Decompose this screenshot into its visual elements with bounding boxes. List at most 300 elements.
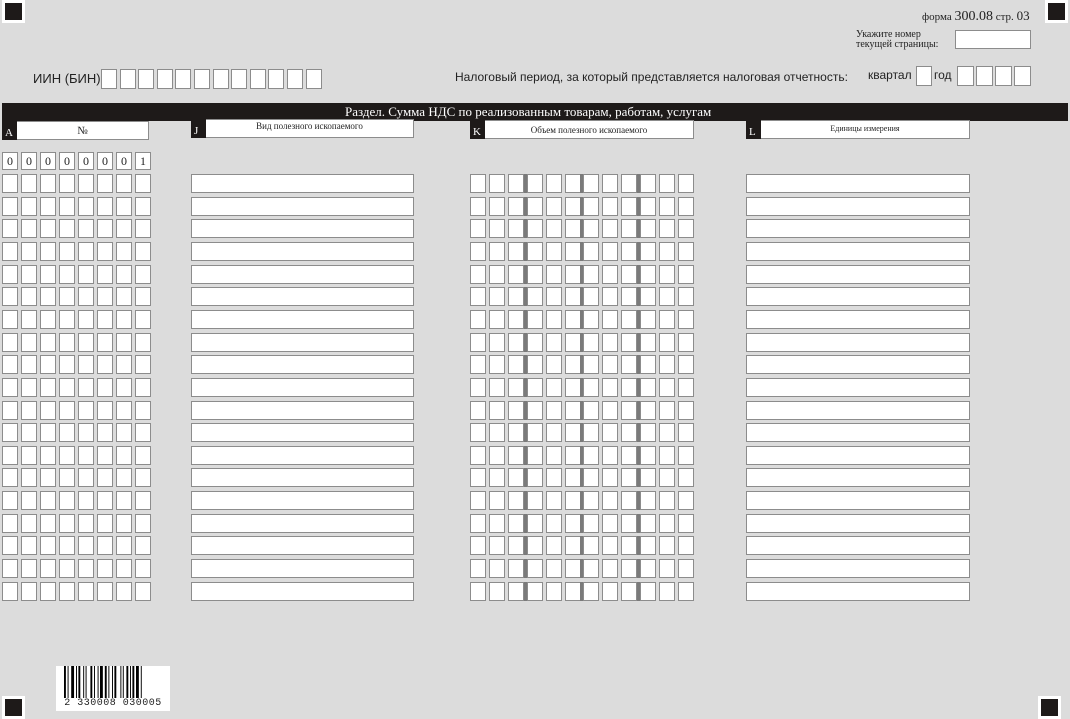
volume-cell[interactable] <box>640 333 656 352</box>
unit-input[interactable] <box>746 355 970 374</box>
number-cell[interactable] <box>40 559 56 578</box>
volume-cell[interactable] <box>659 401 675 420</box>
volume-cell[interactable] <box>583 468 599 487</box>
number-cell[interactable] <box>97 559 113 578</box>
iin-cell[interactable] <box>287 69 303 89</box>
volume-cell[interactable] <box>565 423 581 442</box>
number-cell[interactable] <box>135 333 151 352</box>
volume-cell[interactable] <box>678 582 694 601</box>
number-cell[interactable] <box>2 468 18 487</box>
volume-cell[interactable] <box>470 242 486 261</box>
volume-cell[interactable] <box>602 446 618 465</box>
volume-cell[interactable] <box>470 197 486 216</box>
number-cell[interactable] <box>59 333 75 352</box>
mineral-type-input[interactable] <box>191 559 414 578</box>
volume-cell[interactable] <box>621 468 637 487</box>
mineral-type-input[interactable] <box>191 491 414 510</box>
number-cell[interactable] <box>116 219 132 238</box>
volume-cell[interactable] <box>621 423 637 442</box>
number-cell[interactable] <box>21 355 37 374</box>
number-cell[interactable] <box>2 536 18 555</box>
volume-cell[interactable] <box>659 468 675 487</box>
number-cell[interactable] <box>78 446 94 465</box>
number-cell[interactable] <box>97 536 113 555</box>
mineral-type-input[interactable] <box>191 265 414 284</box>
number-cell[interactable] <box>78 333 94 352</box>
number-cell[interactable] <box>40 242 56 261</box>
number-cell[interactable] <box>135 582 151 601</box>
volume-cell[interactable] <box>546 491 562 510</box>
number-cell[interactable] <box>97 446 113 465</box>
unit-input[interactable] <box>746 242 970 261</box>
volume-cell[interactable] <box>602 378 618 397</box>
volume-cell[interactable] <box>470 219 486 238</box>
volume-cell[interactable] <box>546 265 562 284</box>
volume-cell[interactable] <box>678 401 694 420</box>
number-cell[interactable] <box>21 559 37 578</box>
volume-cell[interactable] <box>621 310 637 329</box>
volume-cell[interactable] <box>678 265 694 284</box>
number-cell[interactable] <box>116 582 132 601</box>
volume-cell[interactable] <box>546 559 562 578</box>
volume-cell[interactable] <box>621 514 637 533</box>
number-cell[interactable] <box>116 378 132 397</box>
number-cell[interactable] <box>135 174 151 193</box>
volume-cell[interactable] <box>602 491 618 510</box>
iin-cell[interactable] <box>120 69 136 89</box>
number-cell[interactable] <box>2 401 18 420</box>
volume-cell[interactable] <box>470 491 486 510</box>
volume-cell[interactable] <box>546 242 562 261</box>
number-cell[interactable] <box>40 333 56 352</box>
volume-cell[interactable] <box>678 468 694 487</box>
volume-cell[interactable] <box>659 219 675 238</box>
volume-cell[interactable] <box>602 468 618 487</box>
volume-cell[interactable] <box>678 446 694 465</box>
mineral-type-input[interactable] <box>191 197 414 216</box>
number-cell[interactable] <box>116 514 132 533</box>
volume-cell[interactable] <box>470 378 486 397</box>
number-cell[interactable] <box>21 378 37 397</box>
volume-cell[interactable] <box>546 174 562 193</box>
volume-cell[interactable] <box>508 559 524 578</box>
number-cell[interactable] <box>2 491 18 510</box>
volume-cell[interactable] <box>640 468 656 487</box>
volume-cell[interactable] <box>602 514 618 533</box>
number-cell[interactable] <box>78 219 94 238</box>
mineral-type-input[interactable] <box>191 401 414 420</box>
volume-cell[interactable] <box>527 514 543 533</box>
volume-cell[interactable] <box>583 378 599 397</box>
number-cell[interactable] <box>59 174 75 193</box>
number-cell[interactable] <box>40 174 56 193</box>
volume-cell[interactable] <box>508 287 524 306</box>
volume-cell[interactable] <box>583 559 599 578</box>
unit-input[interactable] <box>746 536 970 555</box>
volume-cell[interactable] <box>470 287 486 306</box>
volume-cell[interactable] <box>546 582 562 601</box>
number-cell[interactable] <box>97 197 113 216</box>
number-cell[interactable] <box>21 197 37 216</box>
number-cell[interactable] <box>59 468 75 487</box>
volume-cell[interactable] <box>621 174 637 193</box>
unit-input[interactable] <box>746 287 970 306</box>
volume-cell[interactable] <box>470 446 486 465</box>
volume-cell[interactable] <box>602 401 618 420</box>
number-cell[interactable] <box>40 265 56 284</box>
number-cell[interactable] <box>59 514 75 533</box>
volume-cell[interactable] <box>640 310 656 329</box>
volume-cell[interactable] <box>565 401 581 420</box>
number-cell[interactable] <box>78 378 94 397</box>
number-cell[interactable] <box>21 536 37 555</box>
number-cell[interactable] <box>97 265 113 284</box>
unit-input[interactable] <box>746 219 970 238</box>
number-cell[interactable] <box>2 197 18 216</box>
volume-cell[interactable] <box>659 446 675 465</box>
mineral-type-input[interactable] <box>191 378 414 397</box>
volume-cell[interactable] <box>470 401 486 420</box>
number-cell[interactable] <box>59 491 75 510</box>
volume-cell[interactable] <box>489 514 505 533</box>
number-cell[interactable] <box>97 219 113 238</box>
number-cell[interactable] <box>116 446 132 465</box>
number-cell[interactable] <box>21 582 37 601</box>
unit-input[interactable] <box>746 446 970 465</box>
volume-cell[interactable] <box>602 582 618 601</box>
volume-cell[interactable] <box>546 310 562 329</box>
unit-input[interactable] <box>746 310 970 329</box>
number-cell[interactable] <box>59 355 75 374</box>
number-cell[interactable] <box>40 468 56 487</box>
volume-cell[interactable] <box>489 174 505 193</box>
number-cell[interactable] <box>59 401 75 420</box>
mineral-type-input[interactable] <box>191 242 414 261</box>
volume-cell[interactable] <box>678 355 694 374</box>
volume-cell[interactable] <box>583 514 599 533</box>
volume-cell[interactable] <box>583 536 599 555</box>
volume-cell[interactable] <box>565 333 581 352</box>
volume-cell[interactable] <box>621 401 637 420</box>
volume-cell[interactable] <box>489 446 505 465</box>
volume-cell[interactable] <box>678 242 694 261</box>
volume-cell[interactable] <box>678 310 694 329</box>
number-cell[interactable] <box>40 287 56 306</box>
number-cell[interactable] <box>135 423 151 442</box>
volume-cell[interactable] <box>527 468 543 487</box>
volume-cell[interactable] <box>602 310 618 329</box>
volume-cell[interactable] <box>527 559 543 578</box>
year-cell[interactable] <box>1014 66 1031 86</box>
volume-cell[interactable] <box>640 423 656 442</box>
number-cell[interactable] <box>116 355 132 374</box>
volume-cell[interactable] <box>583 242 599 261</box>
volume-cell[interactable] <box>470 310 486 329</box>
volume-cell[interactable] <box>565 174 581 193</box>
volume-cell[interactable] <box>640 355 656 374</box>
number-cell[interactable] <box>40 423 56 442</box>
number-cell[interactable] <box>135 355 151 374</box>
volume-cell[interactable] <box>621 265 637 284</box>
volume-cell[interactable] <box>470 423 486 442</box>
volume-cell[interactable] <box>621 559 637 578</box>
volume-cell[interactable] <box>508 536 524 555</box>
number-cell[interactable] <box>97 468 113 487</box>
number-cell[interactable] <box>2 242 18 261</box>
mineral-type-input[interactable] <box>191 582 414 601</box>
volume-cell[interactable] <box>602 333 618 352</box>
number-cell[interactable] <box>2 446 18 465</box>
volume-cell[interactable] <box>621 536 637 555</box>
unit-input[interactable] <box>746 582 970 601</box>
mineral-type-input[interactable] <box>191 287 414 306</box>
volume-cell[interactable] <box>602 559 618 578</box>
number-cell[interactable] <box>97 174 113 193</box>
volume-cell[interactable] <box>678 514 694 533</box>
quarter-input[interactable] <box>916 66 932 86</box>
mineral-type-input[interactable] <box>191 514 414 533</box>
volume-cell[interactable] <box>489 378 505 397</box>
unit-input[interactable] <box>746 559 970 578</box>
volume-cell[interactable] <box>527 378 543 397</box>
number-cell[interactable] <box>78 355 94 374</box>
volume-cell[interactable] <box>489 265 505 284</box>
year-cell[interactable] <box>957 66 974 86</box>
volume-cell[interactable] <box>489 287 505 306</box>
volume-cell[interactable] <box>640 536 656 555</box>
volume-cell[interactable] <box>602 174 618 193</box>
unit-input[interactable] <box>746 265 970 284</box>
volume-cell[interactable] <box>508 310 524 329</box>
unit-input[interactable] <box>746 514 970 533</box>
number-cell[interactable] <box>21 401 37 420</box>
volume-cell[interactable] <box>602 219 618 238</box>
volume-cell[interactable] <box>565 242 581 261</box>
volume-cell[interactable] <box>546 333 562 352</box>
volume-cell[interactable] <box>659 265 675 284</box>
volume-cell[interactable] <box>546 401 562 420</box>
volume-cell[interactable] <box>678 219 694 238</box>
volume-cell[interactable] <box>659 491 675 510</box>
number-cell[interactable] <box>2 378 18 397</box>
volume-cell[interactable] <box>565 219 581 238</box>
volume-cell[interactable] <box>583 287 599 306</box>
number-cell[interactable] <box>116 468 132 487</box>
number-cell[interactable] <box>78 401 94 420</box>
volume-cell[interactable] <box>470 559 486 578</box>
volume-cell[interactable] <box>659 310 675 329</box>
volume-cell[interactable] <box>565 468 581 487</box>
mineral-type-input[interactable] <box>191 333 414 352</box>
number-cell[interactable] <box>116 559 132 578</box>
volume-cell[interactable] <box>659 174 675 193</box>
volume-cell[interactable] <box>508 174 524 193</box>
year-cell[interactable] <box>995 66 1012 86</box>
volume-cell[interactable] <box>508 514 524 533</box>
volume-cell[interactable] <box>508 468 524 487</box>
volume-cell[interactable] <box>602 423 618 442</box>
volume-cell[interactable] <box>489 582 505 601</box>
volume-cell[interactable] <box>583 197 599 216</box>
volume-cell[interactable] <box>546 536 562 555</box>
volume-cell[interactable] <box>640 265 656 284</box>
volume-cell[interactable] <box>489 536 505 555</box>
unit-input[interactable] <box>746 468 970 487</box>
volume-cell[interactable] <box>508 401 524 420</box>
number-cell[interactable] <box>135 401 151 420</box>
iin-cell[interactable] <box>250 69 266 89</box>
number-cell[interactable] <box>21 242 37 261</box>
iin-cell[interactable] <box>231 69 247 89</box>
volume-cell[interactable] <box>565 287 581 306</box>
number-cell[interactable] <box>59 310 75 329</box>
number-cell[interactable] <box>40 582 56 601</box>
number-cell[interactable] <box>97 378 113 397</box>
volume-cell[interactable] <box>508 219 524 238</box>
number-cell[interactable] <box>21 514 37 533</box>
volume-cell[interactable] <box>640 174 656 193</box>
volume-cell[interactable] <box>678 333 694 352</box>
volume-cell[interactable] <box>583 355 599 374</box>
unit-input[interactable] <box>746 491 970 510</box>
number-cell[interactable] <box>21 446 37 465</box>
number-cell[interactable] <box>135 514 151 533</box>
number-cell[interactable] <box>2 559 18 578</box>
volume-cell[interactable] <box>640 559 656 578</box>
unit-input[interactable] <box>746 174 970 193</box>
volume-cell[interactable] <box>508 355 524 374</box>
volume-cell[interactable] <box>602 287 618 306</box>
number-cell[interactable] <box>78 491 94 510</box>
volume-cell[interactable] <box>527 446 543 465</box>
volume-cell[interactable] <box>527 582 543 601</box>
number-cell[interactable] <box>116 401 132 420</box>
volume-cell[interactable] <box>640 287 656 306</box>
number-cell[interactable] <box>21 333 37 352</box>
number-cell[interactable] <box>2 265 18 284</box>
unit-input[interactable] <box>746 423 970 442</box>
number-cell[interactable] <box>97 242 113 261</box>
volume-cell[interactable] <box>602 536 618 555</box>
iin-cell[interactable] <box>175 69 191 89</box>
volume-cell[interactable] <box>621 197 637 216</box>
unit-input[interactable] <box>746 378 970 397</box>
number-cell[interactable] <box>21 468 37 487</box>
number-cell[interactable] <box>59 287 75 306</box>
number-cell[interactable] <box>116 310 132 329</box>
number-cell[interactable] <box>59 559 75 578</box>
number-cell[interactable] <box>135 468 151 487</box>
number-cell[interactable] <box>59 378 75 397</box>
volume-cell[interactable] <box>602 242 618 261</box>
volume-cell[interactable] <box>583 219 599 238</box>
volume-cell[interactable] <box>583 310 599 329</box>
number-cell[interactable] <box>78 514 94 533</box>
volume-cell[interactable] <box>583 582 599 601</box>
volume-cell[interactable] <box>583 446 599 465</box>
volume-cell[interactable] <box>678 423 694 442</box>
volume-cell[interactable] <box>489 423 505 442</box>
number-cell[interactable] <box>59 536 75 555</box>
volume-cell[interactable] <box>527 310 543 329</box>
volume-cell[interactable] <box>470 582 486 601</box>
number-cell[interactable] <box>59 197 75 216</box>
mineral-type-input[interactable] <box>191 468 414 487</box>
volume-cell[interactable] <box>621 582 637 601</box>
volume-cell[interactable] <box>508 378 524 397</box>
volume-cell[interactable] <box>508 265 524 284</box>
volume-cell[interactable] <box>640 514 656 533</box>
number-cell[interactable] <box>135 536 151 555</box>
number-cell[interactable] <box>97 423 113 442</box>
volume-cell[interactable] <box>527 287 543 306</box>
number-cell[interactable] <box>2 514 18 533</box>
volume-cell[interactable] <box>621 219 637 238</box>
volume-cell[interactable] <box>565 310 581 329</box>
number-cell[interactable] <box>135 310 151 329</box>
number-cell[interactable] <box>135 265 151 284</box>
volume-cell[interactable] <box>546 468 562 487</box>
number-cell[interactable] <box>97 310 113 329</box>
volume-cell[interactable] <box>489 401 505 420</box>
number-cell[interactable] <box>78 536 94 555</box>
volume-cell[interactable] <box>565 536 581 555</box>
volume-cell[interactable] <box>508 423 524 442</box>
volume-cell[interactable] <box>489 310 505 329</box>
volume-cell[interactable] <box>678 559 694 578</box>
number-cell[interactable] <box>21 219 37 238</box>
number-cell[interactable] <box>2 174 18 193</box>
volume-cell[interactable] <box>527 174 543 193</box>
volume-cell[interactable] <box>565 514 581 533</box>
number-cell[interactable] <box>40 401 56 420</box>
mineral-type-input[interactable] <box>191 174 414 193</box>
number-cell[interactable] <box>40 197 56 216</box>
number-cell[interactable] <box>135 287 151 306</box>
number-cell[interactable] <box>21 491 37 510</box>
volume-cell[interactable] <box>508 242 524 261</box>
volume-cell[interactable] <box>565 265 581 284</box>
volume-cell[interactable] <box>640 401 656 420</box>
volume-cell[interactable] <box>602 355 618 374</box>
number-cell[interactable] <box>2 219 18 238</box>
number-cell[interactable] <box>40 355 56 374</box>
volume-cell[interactable] <box>565 446 581 465</box>
number-cell[interactable] <box>116 197 132 216</box>
mineral-type-input[interactable] <box>191 310 414 329</box>
number-cell[interactable] <box>78 468 94 487</box>
volume-cell[interactable] <box>602 197 618 216</box>
number-cell[interactable] <box>135 242 151 261</box>
volume-cell[interactable] <box>470 174 486 193</box>
volume-cell[interactable] <box>678 491 694 510</box>
volume-cell[interactable] <box>640 446 656 465</box>
volume-cell[interactable] <box>546 355 562 374</box>
number-cell[interactable] <box>116 491 132 510</box>
volume-cell[interactable] <box>489 197 505 216</box>
volume-cell[interactable] <box>527 401 543 420</box>
volume-cell[interactable] <box>678 197 694 216</box>
volume-cell[interactable] <box>470 514 486 533</box>
number-cell[interactable] <box>59 423 75 442</box>
volume-cell[interactable] <box>470 468 486 487</box>
number-cell[interactable] <box>40 378 56 397</box>
iin-cell[interactable] <box>268 69 284 89</box>
number-cell[interactable] <box>116 242 132 261</box>
volume-cell[interactable] <box>621 446 637 465</box>
volume-cell[interactable] <box>489 333 505 352</box>
number-cell[interactable] <box>78 197 94 216</box>
